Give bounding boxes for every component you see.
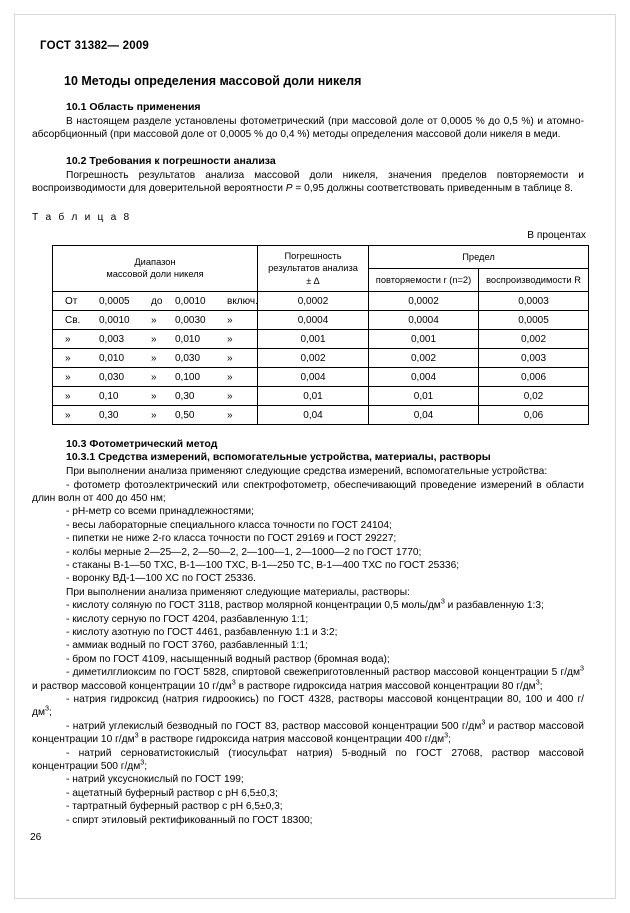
table-row (53, 292, 589, 311)
superscript: 3 (481, 717, 486, 727)
range-pre: От (65, 295, 78, 307)
cell-repeatability: 0,04 (369, 406, 479, 425)
range-mid: » (151, 371, 157, 383)
cell-error: 0,004 (258, 368, 369, 387)
superscript: 3 (134, 730, 139, 740)
range-v2: 0,0010 (175, 295, 206, 307)
superscript: 3 (444, 730, 449, 740)
superscript: 3 (535, 677, 540, 687)
range-grid (55, 315, 255, 326)
material-item-hydrochloric-acid: - кислоту соляную по ГОСТ 3118, раствор молярной концентрации 0,5 моль/$дм^3$ и разбавленную 1:3; (66, 596, 544, 612)
range-mid: » (151, 390, 157, 402)
header-error-line2: результатов анализа (268, 263, 358, 274)
header-range-line2: массовой доли никеля (106, 269, 204, 280)
range-mid: » (151, 409, 157, 421)
cell-reproducibility: 0,02 (479, 387, 589, 406)
range-mid: » (151, 314, 157, 326)
heading-10-3-1: 10.3.1 Средства измерений, вспомогательные устройства, материалы, растворы (66, 451, 491, 464)
range-pre: Св. (65, 314, 81, 326)
table-row (53, 368, 589, 387)
range-mid: » (151, 333, 157, 345)
material-item-nitric-acid: - кислоту азотную по ГОСТ 4461, разбавленную 1:1 и 3:2; (66, 627, 338, 638)
heading-10-2: 10.2 Требования к погрешности анализа (66, 154, 276, 167)
material-item-bromine: - бром по ГОСТ 4109, насыщенный водный раствор (бромная вода); (66, 653, 390, 665)
cell-range (53, 406, 258, 425)
range-pre: » (65, 333, 71, 345)
cell-range (53, 292, 258, 311)
cell-range (53, 368, 258, 387)
intro-materials: При выполнении анализа применяют следующие материалы, растворы: (66, 586, 410, 598)
material-item-acetate-buffer: - ацетатный буферный раствор с рН 6,5±0,3; (66, 787, 278, 799)
instruments-list (32, 479, 588, 586)
cell-reproducibility: 0,0003 (479, 292, 589, 311)
paragraph-10-2 (32, 169, 588, 196)
range-v1: 0,030 (99, 371, 125, 383)
cell-error: 0,001 (258, 330, 369, 349)
cell-error: 0,002 (258, 349, 369, 368)
range-grid (55, 372, 255, 383)
cell-repeatability: 0,0004 (369, 311, 479, 330)
table-head (53, 245, 589, 292)
page-number: 26 (30, 832, 42, 843)
range-v2: 0,010 (175, 333, 201, 345)
range-mid: до (151, 295, 163, 307)
range-mid: » (151, 352, 157, 364)
heading-10-3: 10.3 Фотометрический метод (66, 438, 218, 451)
paragraph-10-2-part1: Погрешность результатов анализа массовой доли никеля, значения пределов повторяемости и воспроизводимости для доверительной вероятности (32, 169, 584, 195)
probability-symbol: P (285, 183, 293, 195)
range-v1: 0,010 (99, 352, 125, 364)
header-reproducibility: воспроизводимости R (479, 268, 589, 291)
cell-error: 0,01 (258, 387, 369, 406)
table-row (53, 387, 589, 406)
cell-repeatability: 0,004 (369, 368, 479, 387)
range-post: » (227, 314, 233, 326)
instrument-item: - пипетки не ниже 2-го класса точности по ГОСТ 29169 и ГОСТ 29227; (66, 533, 397, 545)
superscript: 3 (231, 677, 236, 687)
range-grid (55, 353, 255, 364)
instrument-item: - фотометр фотоэлектрический или спектрофотометр, обеспечивающий проведение измерений в области длин волн от 400 до 450 нм; (32, 479, 584, 504)
header-error-line3: ± Δ (306, 275, 320, 286)
instrument-item: - воронку ВД-1—100 ХС по ГОСТ 25336. (66, 573, 256, 585)
instrument-item: - весы лабораторные специального класса точности по ГОСТ 24104; (66, 519, 392, 531)
header-error-line1: Погрешность (284, 250, 342, 261)
cell-range (53, 387, 258, 406)
range-grid (55, 391, 255, 402)
range-post: » (227, 390, 233, 402)
cell-reproducibility: 0,002 (479, 330, 589, 349)
range-post: » (227, 371, 233, 383)
material-item-aqueous-ammonia: - аммиак водный по ГОСТ 3760, разбавленный 1:1; (66, 640, 308, 652)
cell-repeatability: 0,0002 (369, 292, 479, 311)
range-post: включ. (227, 295, 258, 307)
range-grid (55, 295, 258, 307)
range-post: » (227, 409, 233, 421)
cell-reproducibility: 0,0005 (479, 311, 589, 330)
table-body (53, 292, 589, 425)
range-v2: 0,50 (175, 409, 195, 421)
cell-reproducibility: 0,06 (479, 406, 589, 425)
range-pre: » (65, 352, 71, 364)
table-8 (52, 245, 589, 426)
material-item-ethyl-alcohol: - спирт этиловый ректификованный по ГОСТ 18300; (66, 814, 313, 826)
material-item-sulfuric-acid: - кислоту серную по ГОСТ 4204, разбавленную 1:1; (66, 613, 309, 625)
material-item-tartrate-buffer: - тартратный буферный раствор с рН 6,5±0,3; (66, 801, 283, 813)
range-v1: 0,30 (99, 409, 119, 421)
page-title: 10 Методы определения массовой доли никеля (64, 74, 362, 88)
range-grid (55, 410, 255, 421)
table-header-row-1 (53, 245, 589, 268)
range-v1: 0,003 (99, 333, 125, 345)
superscript: 3 (140, 757, 145, 767)
material-item-sodium-hydroxide: - натрия гидроксид (натрия гидроокись) по ГОСТ 4328, растворы массовой концентрации 80, 100 и 400 $г/дм^3$; (32, 694, 584, 719)
range-pre: » (65, 371, 71, 383)
range-grid (55, 334, 255, 345)
header-range-line1: Диапазон (134, 256, 176, 267)
cell-range (53, 330, 258, 349)
instrument-item: - стаканы В-1—50 ТХС, В-1—100 ТХС, В-1—250 ТС, В-1—400 ТХС по ГОСТ 25336; (66, 559, 460, 571)
range-v2: 0,100 (175, 371, 201, 383)
range-v1: 0,0010 (99, 314, 130, 326)
cell-error: 0,0004 (258, 311, 369, 330)
range-v1: 0,10 (99, 390, 119, 402)
range-v1: 0,0005 (99, 295, 130, 307)
cell-range (53, 311, 258, 330)
material-item-sodium-thiosulfate: - натрий серноватистокислый (тиосульфат натрия) 5-водный по ГОСТ 27068, раствор массовой концентрации 500 $г/дм^3$; (32, 747, 584, 773)
superscript: 3 (580, 663, 584, 673)
range-post: » (227, 333, 233, 345)
range-post: » (227, 352, 233, 364)
range-pre: » (65, 409, 71, 421)
cell-repeatability: 0,002 (369, 349, 479, 368)
header-error (258, 245, 369, 292)
cell-error: 0,04 (258, 406, 369, 425)
table-row (53, 330, 589, 349)
cell-error: 0,0002 (258, 292, 369, 311)
table-caption: Т а б л и ц а 8 (32, 211, 132, 223)
cell-range (53, 349, 258, 368)
table-row (53, 349, 589, 368)
table-units-note: В процентах (527, 229, 586, 241)
materials-list (32, 596, 588, 827)
range-v2: 0,030 (175, 352, 201, 364)
material-item-dimethylglyoxime: - диметилглиоксим по ГОСТ 5828, спиртовой свежеприготовленный раствор массовой концентрации 5 $г/дм^3$ и раствор массовой концентрации 10 $г/дм^3$ в растворе гидроксида натрия массовой концентрации 80 $г/дм^3$; (32, 663, 584, 692)
cell-repeatability: 0,01 (369, 387, 479, 406)
intro-instruments: При выполнении анализа применяют следующие средства измерений, вспомогательные устройства: (66, 466, 548, 478)
instrument-item: - рН-метр со всеми принадлежностями; (66, 506, 254, 518)
table-row (53, 406, 589, 425)
range-v2: 0,30 (175, 390, 195, 402)
instrument-item: - колбы мерные 2—25—2, 2—50—2, 2—100—1, 2—1000—2 по ГОСТ 1770; (66, 546, 422, 558)
heading-10-1: 10.1 Область применения (66, 101, 201, 113)
header-limit: Предел (369, 245, 589, 268)
cell-reproducibility: 0,003 (479, 349, 589, 368)
cell-repeatability: 0,001 (369, 330, 479, 349)
standard-header: ГОСТ 31382— 2009 (40, 40, 150, 52)
material-item-sodium-carbonate: - натрий углекислый безводный по ГОСТ 83, раствор массовой концентрации 500 $г/дм^3$ и раствор массовой концентрации 10 $г/дм^3$ в растворе гидроксида натрия массовой концентрации 400 $г/дм^3$; (32, 717, 584, 746)
paragraph-10-1: В настоящем разделе установлены фотометрический (при массовой доле от 0,0005 % до 0,5 %) и атомно-абсорбционный (при массовой доле от 0,0005 % до 0,4 %) методы определения массовой доли никеля в меди. (32, 116, 584, 141)
range-v2: 0,0030 (175, 314, 206, 326)
superscript: 3 (440, 596, 445, 606)
paragraph-10-2-part2: = 0,95 должны соответствовать приведенным в таблице 8. (292, 183, 573, 195)
header-range (53, 245, 258, 292)
cell-reproducibility: 0,006 (479, 368, 589, 387)
table-row (53, 311, 589, 330)
superscript: 3 (44, 704, 49, 714)
header-repeatability: повторяемости r (n=2) (369, 268, 479, 291)
range-pre: » (65, 390, 71, 402)
material-item-sodium-acetate: - натрий уксуснокислый по ГОСТ 199; (66, 774, 244, 786)
